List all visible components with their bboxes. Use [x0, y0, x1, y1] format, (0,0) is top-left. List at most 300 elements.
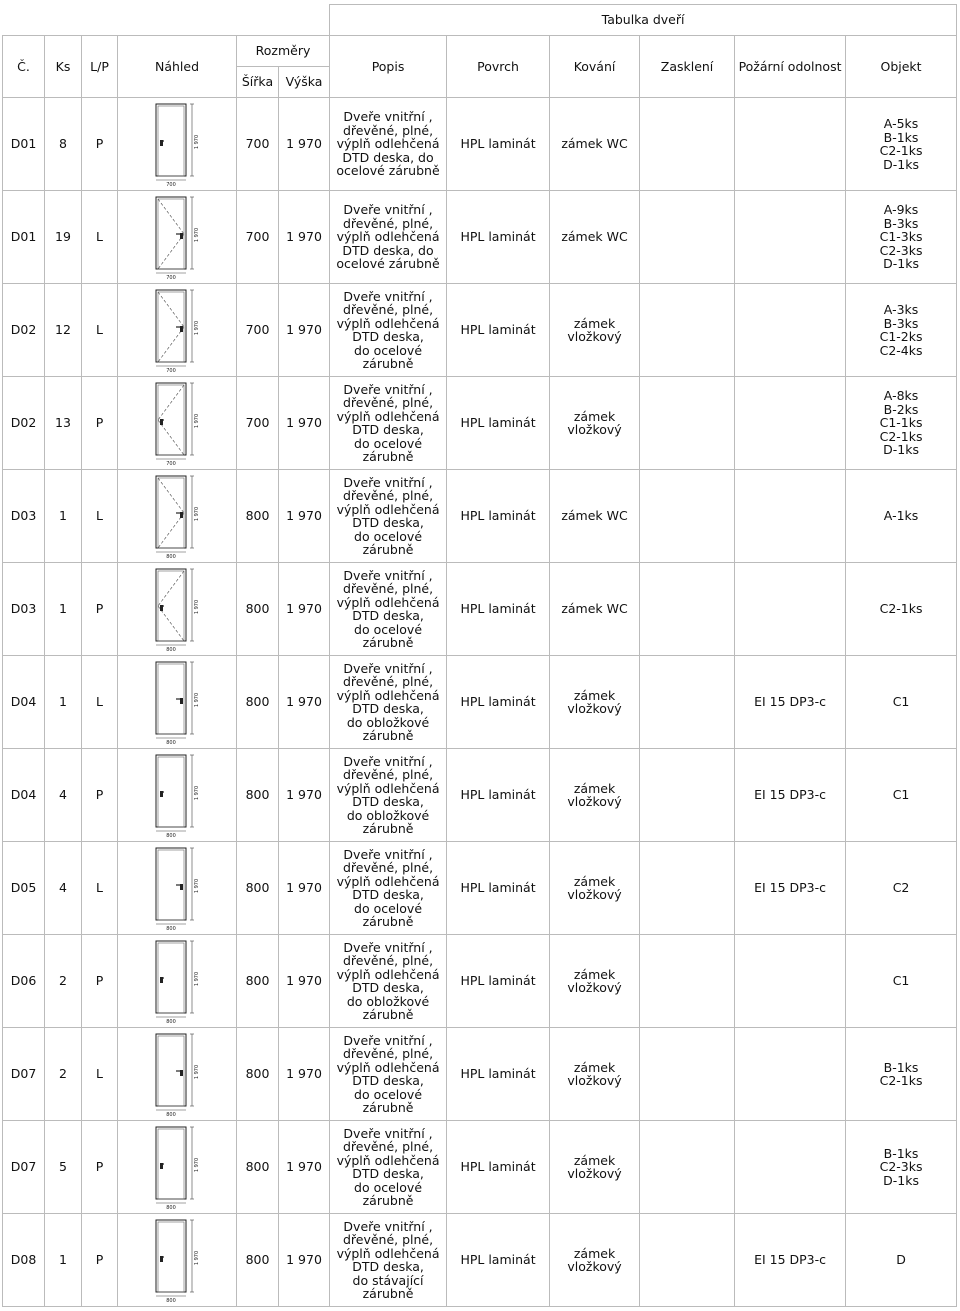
door-description-line: do ocelové zárubně	[354, 621, 423, 650]
door-description-line: DTD deska,	[352, 329, 424, 344]
door-object-line: C1-2ks	[879, 329, 923, 344]
door-count: 5	[45, 1121, 82, 1214]
door-glazing	[640, 563, 735, 656]
door-object	[846, 842, 957, 935]
table-row	[3, 377, 957, 470]
door-description	[330, 191, 447, 284]
door-description-line: ocelové zárubně	[336, 163, 440, 179]
door-description-line: Dveře vnitřní ,	[343, 1032, 433, 1048]
door-preview	[118, 377, 237, 470]
door-hardware-line: zámek WC	[561, 601, 628, 617]
door-hardware	[550, 1214, 640, 1307]
door-height: 1 970	[279, 842, 330, 935]
preview-width-label: 700	[166, 275, 176, 281]
door-width: 700	[237, 377, 279, 470]
door-count: 1	[45, 656, 82, 749]
door-description-line: výplň odlehčená	[336, 1059, 440, 1075]
door-width: 800	[237, 563, 279, 656]
table-row	[3, 749, 957, 842]
door-hardware	[550, 377, 640, 470]
door-description-line: výplň odlehčená	[336, 594, 440, 610]
door-fire-resistance	[735, 377, 846, 470]
door-hand: L	[82, 656, 118, 749]
door-preview	[118, 1121, 237, 1214]
door-description-line: zárubně	[362, 1007, 414, 1022]
door-object	[846, 284, 957, 377]
preview-width-label: 800	[166, 1112, 176, 1118]
door-description-line: výplň odlehčená	[336, 780, 440, 796]
col-header-surface: Povrch	[447, 36, 550, 98]
door-description-line: do ocelové zárubně	[354, 528, 423, 557]
door-hardware-line: zámek WC	[561, 229, 628, 245]
door-fire-resistance	[735, 563, 846, 656]
table-row	[3, 284, 957, 377]
door-description-line: Dveře vnitřní ,	[343, 753, 433, 769]
door-description-line: dřevěné, plné,	[342, 1046, 434, 1061]
door-description	[330, 656, 447, 749]
preview-height-label: 1 970	[194, 878, 200, 894]
door-glazing	[640, 1121, 735, 1214]
door-fire-resistance	[735, 191, 846, 284]
door-hardware-line: zámek WC	[561, 508, 628, 524]
preview-height-label: 1 970	[194, 1157, 200, 1173]
table-row	[3, 1121, 957, 1214]
door-description-line: do ocelové zárubně	[354, 1179, 423, 1208]
door-description-line: výplň odlehčená	[336, 966, 440, 982]
door-surface: HPL laminát	[447, 377, 550, 470]
door-count: 4	[45, 842, 82, 935]
door-preview	[118, 935, 237, 1028]
door-width: 700	[237, 191, 279, 284]
door-description-line: výplň odlehčená	[336, 136, 440, 152]
table-row	[3, 842, 957, 935]
door-description-line: zárubně	[362, 821, 414, 836]
door-object-line: B-2ks	[883, 401, 919, 417]
door-preview-icon	[142, 658, 212, 746]
door-height: 1 970	[279, 1028, 330, 1121]
door-description-line: dřevěné, plné,	[342, 122, 434, 138]
preview-width-label: 800	[166, 740, 176, 746]
door-width: 800	[237, 842, 279, 935]
door-description-line: do ocelové zárubně	[354, 1086, 423, 1115]
door-description-line: výplň odlehčená	[336, 687, 440, 703]
door-count: 8	[45, 98, 82, 191]
door-hand: L	[82, 191, 118, 284]
door-hardware	[550, 284, 640, 377]
door-hardware-line: zámek	[573, 1245, 616, 1261]
door-object	[846, 749, 957, 842]
door-schedule-table	[2, 4, 957, 1307]
door-code: D03	[3, 470, 45, 563]
door-preview-icon	[142, 844, 212, 932]
door-width: 800	[237, 470, 279, 563]
door-preview-icon	[142, 1123, 212, 1211]
door-object-line: C2-1ks	[879, 428, 923, 444]
door-hardware	[550, 1028, 640, 1121]
door-preview-icon	[142, 379, 212, 467]
door-hand: L	[82, 1028, 118, 1121]
door-description-line: DTD deska, do	[342, 242, 434, 258]
preview-width-label: 800	[166, 554, 176, 560]
door-hardware-line: zámek	[573, 408, 616, 424]
door-description-line: DTD deska,	[352, 515, 424, 530]
table-row	[3, 191, 957, 284]
door-object-line: A-3ks	[883, 302, 919, 317]
door-glazing	[640, 284, 735, 377]
door-fire-resistance	[735, 98, 846, 191]
door-description-line: Dveře vnitřní ,	[343, 474, 433, 490]
door-object-line: D-1ks	[883, 156, 919, 172]
door-hardware	[550, 191, 640, 284]
door-description	[330, 1214, 447, 1307]
door-fire-resistance	[735, 284, 846, 377]
door-description-line: zárubně	[362, 728, 414, 743]
door-object-line: D-1ks	[883, 1172, 919, 1188]
door-object-line: C2-3ks	[879, 242, 923, 258]
col-header-number: Č.	[3, 36, 45, 98]
preview-height-label: 1 970	[194, 506, 200, 522]
door-count: 12	[45, 284, 82, 377]
door-hardware	[550, 842, 640, 935]
door-object-line: C1	[892, 694, 910, 710]
door-description-line: Dveře vnitřní ,	[343, 1125, 433, 1141]
door-description-line: dřevěné, plné,	[342, 674, 434, 689]
door-description-line: Dveře vnitřní ,	[343, 1218, 433, 1234]
door-glazing	[640, 656, 735, 749]
door-description-line: DTD deska,	[352, 980, 424, 995]
door-height: 1 970	[279, 191, 330, 284]
door-preview	[118, 656, 237, 749]
door-code: D02	[3, 284, 45, 377]
door-hardware	[550, 749, 640, 842]
door-description-line: Dveře vnitřní ,	[343, 660, 433, 676]
door-code: D03	[3, 563, 45, 656]
door-description-line: dřevěné, plné,	[342, 395, 434, 410]
door-width: 800	[237, 935, 279, 1028]
table-row	[3, 1028, 957, 1121]
door-hand: P	[82, 563, 118, 656]
door-description-line: dřevěné, plné,	[342, 302, 434, 317]
door-description-line: dřevěné, plné,	[342, 488, 434, 503]
door-object-line: B-3ks	[883, 215, 919, 231]
door-surface: HPL laminát	[447, 1028, 550, 1121]
preview-width-label: 700	[166, 461, 176, 467]
door-hardware	[550, 935, 640, 1028]
door-description-line: Dveře vnitřní ,	[343, 846, 433, 862]
door-hardware-line: vložkový	[567, 887, 622, 902]
door-description-line: Dveře vnitřní ,	[343, 202, 433, 218]
door-fire-resistance	[735, 935, 846, 1028]
door-object	[846, 563, 957, 656]
door-surface: HPL laminát	[447, 470, 550, 563]
door-code: D01	[3, 191, 45, 284]
door-object	[846, 1214, 957, 1307]
door-object-line: C1	[892, 787, 910, 803]
door-preview	[118, 1214, 237, 1307]
door-description	[330, 284, 447, 377]
door-description-line: dřevěné, plné,	[342, 215, 434, 231]
door-surface: HPL laminát	[447, 656, 550, 749]
door-height: 1 970	[279, 1121, 330, 1214]
col-header-object: Objekt	[846, 36, 957, 98]
door-description-line: do stávající	[352, 1272, 424, 1288]
door-description-line: DTD deska,	[352, 887, 424, 902]
door-description	[330, 842, 447, 935]
door-hardware-line: zámek	[573, 780, 616, 796]
door-object-line: C2-3ks	[879, 1159, 923, 1175]
door-description-line: Dveře vnitřní ,	[343, 939, 433, 955]
door-code: D01	[3, 98, 45, 191]
door-description-line: do ocelové zárubně	[354, 342, 423, 371]
door-object-line: B-3ks	[883, 315, 919, 331]
door-surface: HPL laminát	[447, 563, 550, 656]
door-preview	[118, 98, 237, 191]
door-description-line: DTD deska, do	[342, 149, 434, 165]
door-surface: HPL laminát	[447, 749, 550, 842]
door-hardware-line: zámek	[573, 315, 616, 331]
door-height: 1 970	[279, 656, 330, 749]
door-object-line: B-1ks	[883, 1145, 919, 1161]
door-object-line: A-9ks	[883, 202, 919, 218]
door-code: D05	[3, 842, 45, 935]
door-description-line: DTD deska,	[352, 701, 424, 716]
col-header-hardware: Kování	[550, 36, 640, 98]
door-glazing	[640, 749, 735, 842]
preview-height-label: 1 970	[194, 971, 200, 987]
door-surface: HPL laminát	[447, 1121, 550, 1214]
col-header-description: Popis	[330, 36, 447, 98]
door-description-line: výplň odlehčená	[336, 1245, 440, 1261]
table-body	[3, 98, 957, 1307]
door-preview-icon	[142, 286, 212, 374]
door-description-line: DTD deska,	[352, 1166, 424, 1181]
preview-width-label: 700	[166, 182, 176, 188]
preview-width-label: 700	[166, 368, 176, 374]
table-row	[3, 98, 957, 191]
door-count: 1	[45, 470, 82, 563]
door-glazing	[640, 98, 735, 191]
preview-width-label: 800	[166, 833, 176, 839]
door-code: D04	[3, 656, 45, 749]
door-description	[330, 749, 447, 842]
door-preview	[118, 284, 237, 377]
door-description-line: ocelové zárubně	[336, 256, 440, 272]
door-object-line: C1-1ks	[879, 415, 923, 431]
door-count: 2	[45, 1028, 82, 1121]
table-row	[3, 470, 957, 563]
door-hardware-line: zámek	[573, 1059, 616, 1075]
door-description-line: do obložkové	[346, 714, 430, 730]
door-hand: P	[82, 1121, 118, 1214]
door-object	[846, 935, 957, 1028]
door-object	[846, 377, 957, 470]
door-preview-icon	[142, 751, 212, 839]
door-code: D07	[3, 1028, 45, 1121]
table-title: Tabulka dveří	[330, 5, 957, 36]
door-description	[330, 1121, 447, 1214]
door-preview-icon	[142, 193, 212, 281]
door-hardware-line: zámek WC	[561, 136, 628, 152]
door-width: 700	[237, 98, 279, 191]
door-width: 800	[237, 1214, 279, 1307]
door-object-line: A-1ks	[883, 508, 919, 524]
door-height: 1 970	[279, 749, 330, 842]
door-description-line: výplň odlehčená	[336, 315, 440, 331]
title-row	[3, 5, 957, 36]
door-count: 19	[45, 191, 82, 284]
door-description-line: DTD deska,	[352, 1259, 424, 1274]
door-preview	[118, 563, 237, 656]
preview-width-label: 800	[166, 647, 176, 653]
door-hardware	[550, 656, 640, 749]
preview-width-label: 800	[166, 926, 176, 932]
door-object	[846, 1121, 957, 1214]
door-hardware-line: zámek	[573, 873, 616, 889]
door-count: 2	[45, 935, 82, 1028]
door-object-line: C2-4ks	[879, 342, 923, 358]
door-hardware-line: zámek	[573, 687, 616, 703]
door-height: 1 970	[279, 935, 330, 1028]
door-object	[846, 656, 957, 749]
door-description	[330, 1028, 447, 1121]
col-header-height: Výška	[279, 67, 330, 98]
door-surface: HPL laminát	[447, 284, 550, 377]
door-hardware-line: vložkový	[567, 329, 622, 344]
door-description-line: DTD deska,	[352, 608, 424, 623]
door-glazing	[640, 377, 735, 470]
preview-height-label: 1 970	[194, 320, 200, 336]
door-description	[330, 98, 447, 191]
door-object	[846, 98, 957, 191]
door-description	[330, 377, 447, 470]
door-object-line: A-5ks	[883, 116, 919, 131]
door-hardware-line: vložkový	[567, 980, 622, 995]
door-description-line: dřevěné, plné,	[342, 767, 434, 782]
door-description-line: zárubně	[362, 1286, 414, 1301]
preview-height-label: 1 970	[194, 599, 200, 615]
door-fire-resistance: EI 15 DP3-c	[735, 749, 846, 842]
col-header-ks: Ks	[45, 36, 82, 98]
door-object-line: C1-3ks	[879, 229, 923, 245]
door-description-line: dřevěné, plné,	[342, 1232, 434, 1247]
col-header-lp: L/P	[82, 36, 118, 98]
door-description-line: do ocelové zárubně	[354, 435, 423, 464]
door-surface: HPL laminát	[447, 191, 550, 284]
door-code: D02	[3, 377, 45, 470]
door-preview-icon	[142, 100, 212, 188]
door-surface: HPL laminát	[447, 935, 550, 1028]
preview-height-label: 1 970	[194, 134, 200, 150]
preview-width-label: 800	[166, 1019, 176, 1025]
door-height: 1 970	[279, 377, 330, 470]
door-height: 1 970	[279, 1214, 330, 1307]
col-header-dimensions: Rozměry	[237, 36, 330, 67]
door-description-line: výplň odlehčená	[336, 229, 440, 245]
door-fire-resistance: EI 15 DP3-c	[735, 842, 846, 935]
door-description-line: výplň odlehčená	[336, 501, 440, 517]
door-object-line: B-1ks	[883, 1059, 919, 1075]
door-object	[846, 470, 957, 563]
door-description-line: do obložkové	[346, 993, 430, 1009]
door-width: 800	[237, 1028, 279, 1121]
door-fire-resistance	[735, 1121, 846, 1214]
door-description-line: do ocelové zárubně	[354, 900, 423, 929]
door-object-line: C2-1ks	[879, 1073, 923, 1088]
door-hardware	[550, 1121, 640, 1214]
door-preview-icon	[142, 937, 212, 1025]
door-code: D04	[3, 749, 45, 842]
door-height: 1 970	[279, 98, 330, 191]
table-row	[3, 935, 957, 1028]
door-width: 800	[237, 749, 279, 842]
door-hardware-line: zámek	[573, 966, 616, 982]
door-glazing	[640, 842, 735, 935]
door-description-line: výplň odlehčená	[336, 873, 440, 889]
door-hardware	[550, 563, 640, 656]
door-width: 800	[237, 1121, 279, 1214]
door-surface: HPL laminát	[447, 1214, 550, 1307]
door-count: 1	[45, 1214, 82, 1307]
header-row-1	[3, 36, 957, 67]
door-description-line: DTD deska,	[352, 794, 424, 809]
door-hardware	[550, 98, 640, 191]
door-description-line: dřevěné, plné,	[342, 953, 434, 968]
door-code: D08	[3, 1214, 45, 1307]
door-hardware-line: vložkový	[567, 1073, 622, 1088]
door-description-line: výplň odlehčená	[336, 408, 440, 424]
door-hand: P	[82, 749, 118, 842]
door-surface: HPL laminát	[447, 98, 550, 191]
door-object-line: D-1ks	[883, 256, 919, 272]
col-header-glazing: Zasklení	[640, 36, 735, 98]
table-row	[3, 656, 957, 749]
door-glazing	[640, 1028, 735, 1121]
col-header-fire: Požární odolnost	[735, 36, 846, 98]
door-description-line: DTD deska,	[352, 1073, 424, 1088]
door-preview	[118, 1028, 237, 1121]
door-fire-resistance: EI 15 DP3-c	[735, 1214, 846, 1307]
door-hand: L	[82, 470, 118, 563]
door-hardware	[550, 470, 640, 563]
door-preview-icon	[142, 1030, 212, 1118]
door-object-line: C2-1ks	[879, 601, 923, 617]
door-hardware-line: vložkový	[567, 422, 622, 437]
door-object-line: D-1ks	[883, 442, 919, 458]
door-hardware-line: zámek	[573, 1152, 616, 1168]
table-row	[3, 1214, 957, 1307]
door-code: D06	[3, 935, 45, 1028]
door-height: 1 970	[279, 284, 330, 377]
door-hand: L	[82, 842, 118, 935]
door-object	[846, 191, 957, 284]
preview-height-label: 1 970	[194, 1064, 200, 1080]
col-header-width: Šířka	[237, 67, 279, 98]
door-count: 13	[45, 377, 82, 470]
door-preview	[118, 842, 237, 935]
door-fire-resistance	[735, 470, 846, 563]
door-object-line: D	[896, 1252, 906, 1268]
door-glazing	[640, 470, 735, 563]
door-height: 1 970	[279, 563, 330, 656]
door-description-line: Dveře vnitřní ,	[343, 288, 433, 304]
door-object-line: C2-1ks	[879, 143, 923, 158]
door-hardware-line: vložkový	[567, 1259, 622, 1274]
door-description-line: Dveře vnitřní ,	[343, 381, 433, 397]
door-hardware-line: vložkový	[567, 794, 622, 809]
door-count: 4	[45, 749, 82, 842]
door-height: 1 970	[279, 470, 330, 563]
door-preview	[118, 470, 237, 563]
